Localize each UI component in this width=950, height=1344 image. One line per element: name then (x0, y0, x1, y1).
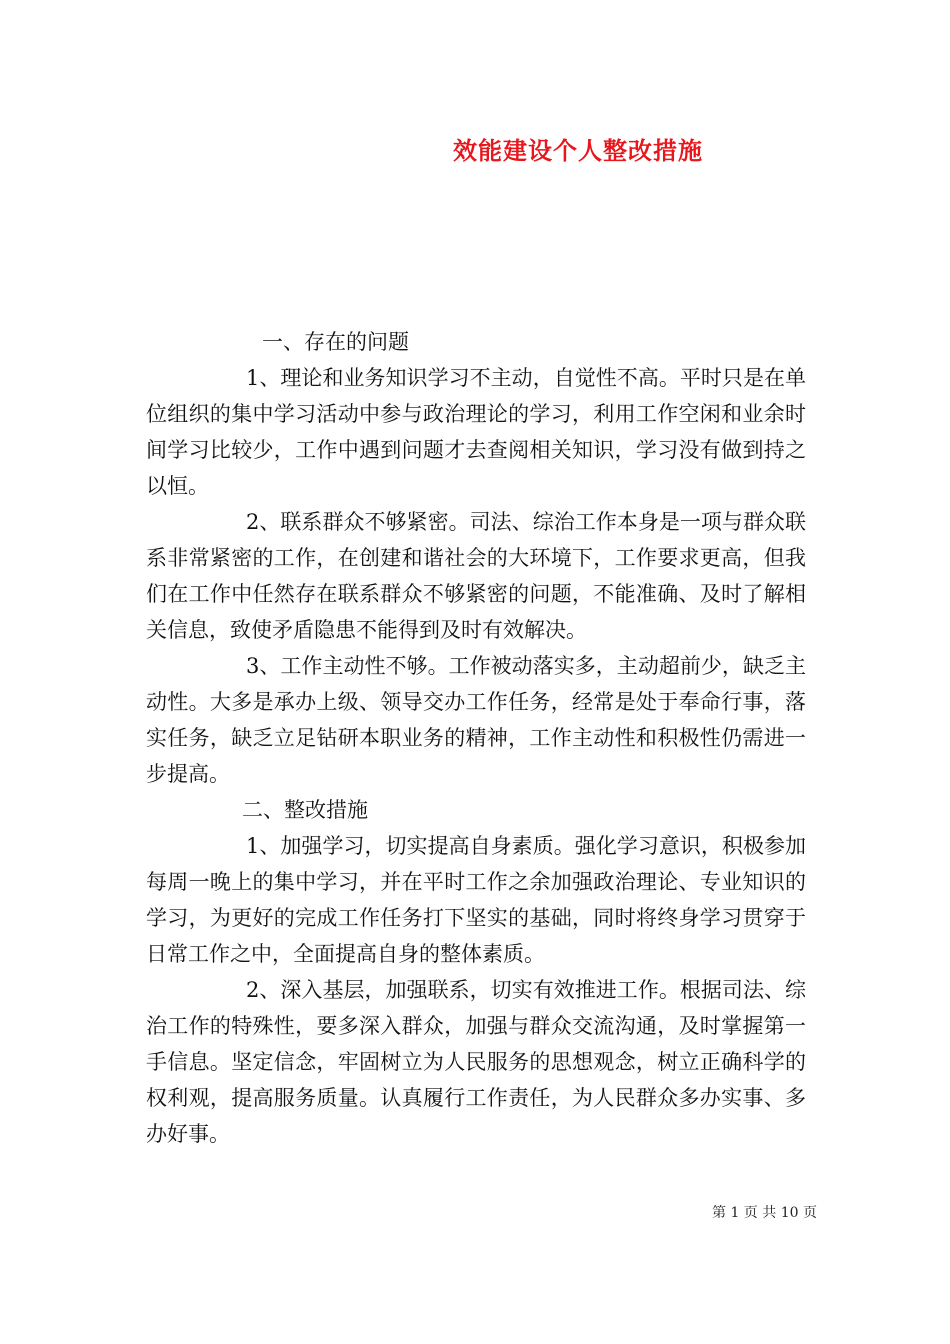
page-number-footer: 第 1 页 共 10 页 (712, 1205, 817, 1221)
problem-item-2: 2、联系群众不够紧密。司法、综治工作本身是一项与群众联系非常紧密的工作，在创建和谐社会的大环境下，工作要求更高，但我们在工作中任然存在联系群众不够紧密的问题，不能准确、及时了解相关信息，致使矛盾隐患不能得到及时有效解决。 (146, 510, 806, 642)
measure-item-2: 2、深入基层，加强联系，切实有效推进工作。根据司法、综治工作的特殊性，要多深入群众，加强与群众交流沟通，及时掌握第一手信息。坚定信念，牢固树立为人民服务的思想观念，树立正确科学的权利观，提高服务质量。认真履行工作责任，为人民群众多办实事、多办好事。 (146, 978, 806, 1146)
document-body (146, 324, 806, 1152)
section-heading-measures: 二、整改措施 (242, 798, 368, 822)
problem-item-1: 1、理论和业务知识学习不主动，自觉性不高。平时只是在单位组织的集中学习活动中参与政治理论的学习，利用工作空闲和业余时间学习比较少，工作中遇到问题才去查阅相关知识，学习没有做到持之以恒。 (146, 366, 806, 498)
problem-item-3: 3、工作主动性不够。工作被动落实多，主动超前少，缺乏主动性。大多是承办上级、领导交办工作任务，经常是处于奉命行事，落实任务，缺乏立足钻研本职业务的精神，工作主动性和积极性仍需进一步提高。 (146, 654, 806, 786)
measure-item-1: 1、加强学习，切实提高自身素质。强化学习意识，积极参加每周一晚上的集中学习，并在平时工作之余加强政治理论、专业知识的学习，为更好的完成工作任务打下坚实的基础，同时将终身学习贯穿于日常工作之中，全面提高自身的整体素质。 (146, 834, 806, 966)
document-title: 效能建设个人整改措施 (453, 136, 703, 165)
section-heading-problems: 一、存在的问题 (262, 330, 409, 354)
